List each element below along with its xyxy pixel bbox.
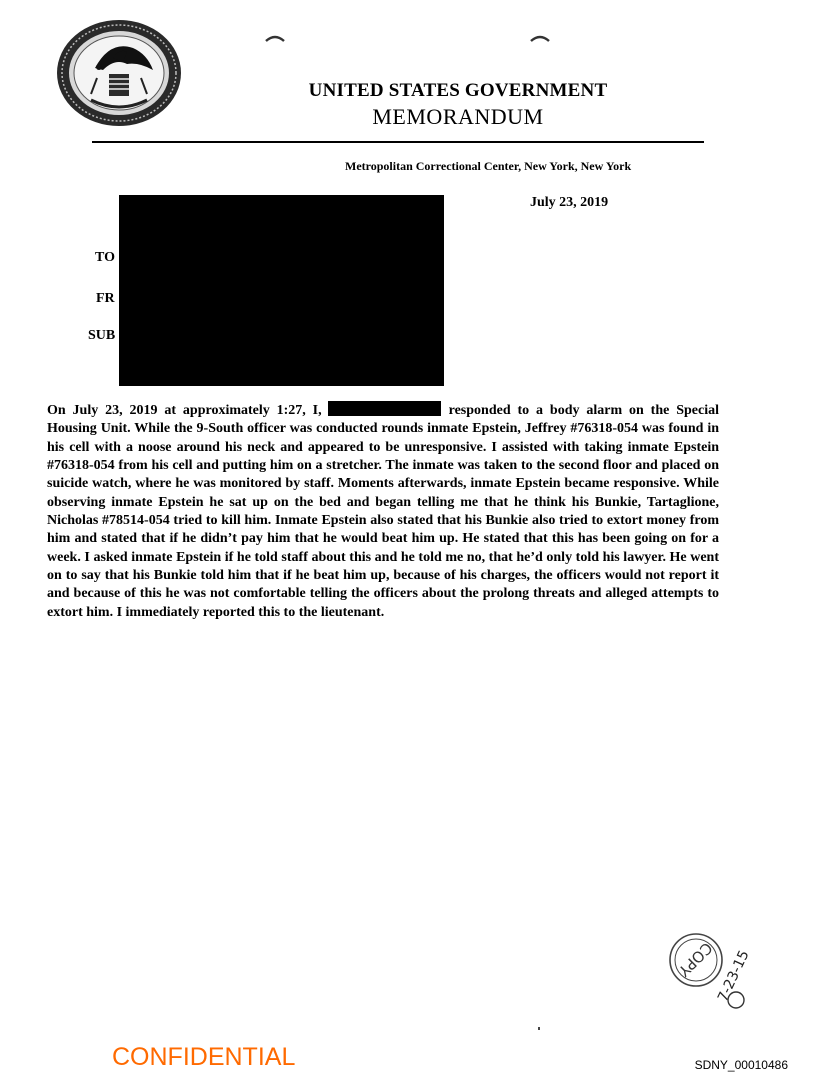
stamp-handwritten-date: 7-23-15 (714, 948, 753, 1005)
body-lead: On July 23, 2019 at approximately 1:27, I, (47, 403, 322, 418)
facility-name: Metropolitan Correctional Center, New York, New York (345, 159, 632, 173)
punch-mark-icon (265, 34, 285, 42)
to-label: TO (95, 250, 115, 265)
confidential-watermark: CONFIDENTIAL (112, 1043, 296, 1071)
body-rest: responded to a body alarm on the Special Housing Unit. While the 9-South officer was conducted rounds inmate Epstein, Jeffrey #76318-054 was found in his cell with a noose around his neck and appeared to be unresponsive. I assisted with taking inmate Epstein #76318-054 from his cell and putting him on a stretcher. The inmate was taken to the second floor and placed on suicide watch, where he was monitored by staff. Moments afterwards, inmate Epstein became responsive. While observing inmate Epstein he sat up on the bed and began telling me that he think his Bunkie, Tartaglione, Nicholas #78514-054 tried to kill him. Inmate Epstein also stated that his Bunkie also tried to extort money from him and stated that if he didn’t pay him that he would beat him up. He stated that this has been going on for a week. I asked inmate Epstein if he told staff about this and he told me no, that he’d only told his lawyer. He went on to say that his Bunkie told him that if he beat him up, because of his charges, the officers would not report it and because of this he was not comfortable telling the officers about the prolong threats and alleged attempts to extort him. I immediately reported this to the lieutenant. (47, 403, 719, 620)
punch-mark-icon (530, 34, 550, 42)
bates-number: SDNY_00010486 (694, 1058, 788, 1072)
redaction-block (119, 195, 444, 386)
copy-stamp-icon (662, 920, 762, 1020)
header-divider (92, 141, 704, 143)
document-subtitle: MEMORANDUM (372, 104, 544, 129)
from-label: FR (96, 291, 115, 306)
department-of-justice-seal-icon (55, 18, 183, 128)
redacted-name (328, 401, 441, 416)
subject-label: SUB (88, 328, 116, 343)
memo-body (47, 401, 719, 622)
document-title: UNITED STATES GOVERNMENT (308, 80, 608, 101)
memo-date: July 23, 2019 (530, 195, 609, 210)
scan-speck (538, 1027, 540, 1030)
stamp-text: COPY (674, 938, 716, 980)
